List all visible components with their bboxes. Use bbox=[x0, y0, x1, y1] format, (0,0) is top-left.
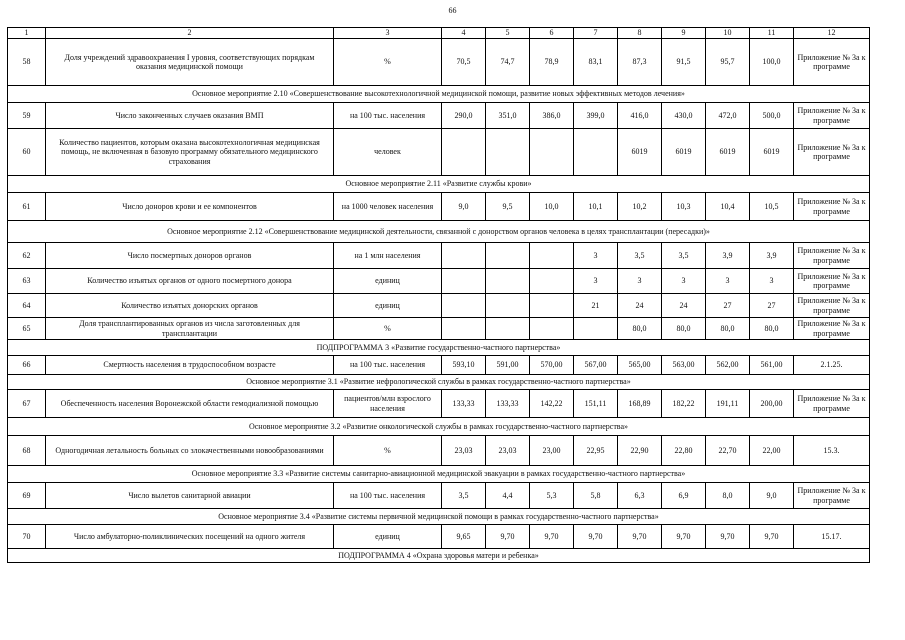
target-value: 3 bbox=[750, 269, 794, 294]
section-row bbox=[8, 549, 870, 563]
target-value: 24 bbox=[662, 294, 706, 318]
unit-of-measure: на 100 тыс. населения bbox=[334, 103, 442, 129]
column-number: 1 bbox=[8, 28, 46, 39]
section-title: Основное мероприятие 2.11 «Развитие службы крови» bbox=[8, 176, 870, 193]
target-value: 95,7 bbox=[706, 39, 750, 86]
reference-cell: Приложение № 3а к программе bbox=[794, 294, 870, 318]
target-value bbox=[530, 129, 574, 176]
target-value: 3 bbox=[574, 269, 618, 294]
section-row bbox=[8, 509, 870, 525]
target-value: 200,00 bbox=[750, 390, 794, 418]
target-value: 10,0 bbox=[530, 193, 574, 221]
target-value: 472,0 bbox=[706, 103, 750, 129]
reference-cell: Приложение № 3а к программе bbox=[794, 129, 870, 176]
target-value: 570,00 bbox=[530, 356, 574, 375]
section-title: ПОДПРОГРАММА 4 «Охрана здоровья матери и ребенка» bbox=[8, 549, 870, 563]
indicator-name: Доля учреждений здравоохранения I уровня, соответствующих порядкам оказания медицинской помощи bbox=[46, 39, 334, 86]
target-value: 142,22 bbox=[530, 390, 574, 418]
target-value bbox=[442, 243, 486, 269]
column-number-row bbox=[8, 28, 870, 39]
indicator-row bbox=[8, 129, 870, 176]
target-value: 168,89 bbox=[618, 390, 662, 418]
target-value: 6019 bbox=[750, 129, 794, 176]
unit-of-measure: на 1000 человек населения bbox=[334, 193, 442, 221]
target-value: 3,9 bbox=[750, 243, 794, 269]
target-value: 3 bbox=[662, 269, 706, 294]
target-value bbox=[530, 269, 574, 294]
reference-cell: Приложение № 3а к программе bbox=[794, 103, 870, 129]
target-value: 91,5 bbox=[662, 39, 706, 86]
indicators-table bbox=[7, 27, 870, 563]
target-value: 416,0 bbox=[618, 103, 662, 129]
target-value: 23,03 bbox=[486, 436, 530, 466]
indicator-row bbox=[8, 39, 870, 86]
reference-cell: 15.17. bbox=[794, 525, 870, 549]
target-value: 351,0 bbox=[486, 103, 530, 129]
unit-of-measure: человек bbox=[334, 129, 442, 176]
unit-of-measure: % bbox=[334, 318, 442, 340]
indicator-row bbox=[8, 269, 870, 294]
row-number: 65 bbox=[8, 318, 46, 340]
target-value bbox=[530, 243, 574, 269]
reference-cell: Приложение № 3а к программе bbox=[794, 193, 870, 221]
column-number: 12 bbox=[794, 28, 870, 39]
target-value: 27 bbox=[706, 294, 750, 318]
target-value: 430,0 bbox=[662, 103, 706, 129]
section-row bbox=[8, 375, 870, 390]
indicator-row bbox=[8, 318, 870, 340]
indicator-name: Количество пациентов, которым оказана высокотехнологичная медицинская помощь, не включенная в базовую программу обязательного медицинского страхования bbox=[46, 129, 334, 176]
target-value: 10,5 bbox=[750, 193, 794, 221]
target-value: 74,7 bbox=[486, 39, 530, 86]
unit-of-measure: на 100 тыс. населения bbox=[334, 356, 442, 375]
reference-cell: Приложение № 3а к программе bbox=[794, 318, 870, 340]
target-value: 22,00 bbox=[750, 436, 794, 466]
indicator-row bbox=[8, 103, 870, 129]
reference-cell: Приложение № 3а к программе bbox=[794, 243, 870, 269]
section-row bbox=[8, 176, 870, 193]
indicator-row bbox=[8, 243, 870, 269]
column-number: 3 bbox=[334, 28, 442, 39]
section-title: Основное мероприятие 3.2 «Развитие онкологической службы в рамках государственно-частного партнерства» bbox=[8, 418, 870, 436]
section-title: Основное мероприятие 3.3 «Развитие системы санитарно-авиационной медицинской эвакуации в рамках государственно-частного партнерства» bbox=[8, 466, 870, 483]
indicator-row bbox=[8, 294, 870, 318]
target-value: 8,0 bbox=[706, 483, 750, 509]
indicator-row bbox=[8, 193, 870, 221]
target-value: 9,5 bbox=[486, 193, 530, 221]
target-value: 10,4 bbox=[706, 193, 750, 221]
unit-of-measure: единиц bbox=[334, 525, 442, 549]
target-value: 593,10 bbox=[442, 356, 486, 375]
column-number: 9 bbox=[662, 28, 706, 39]
reference-cell: 2.1.25. bbox=[794, 356, 870, 375]
reference-cell: Приложение № 3а к программе bbox=[794, 269, 870, 294]
indicator-row bbox=[8, 436, 870, 466]
target-value: 3 bbox=[574, 243, 618, 269]
section-title: Основное мероприятие 3.1 «Развитие нефрологической службы в рамках государственно-частного партнерства» bbox=[8, 375, 870, 390]
section-title: Основное мероприятие 2.10 «Совершенствование высокотехнологичной медицинской помощи, развитие новых эффективных методов лечения» bbox=[8, 86, 870, 103]
target-value: 133,33 bbox=[486, 390, 530, 418]
target-value: 9,65 bbox=[442, 525, 486, 549]
indicator-name: Количество изъятых органов от одного посмертного донора bbox=[46, 269, 334, 294]
target-value: 22,70 bbox=[706, 436, 750, 466]
indicator-row bbox=[8, 390, 870, 418]
row-number: 63 bbox=[8, 269, 46, 294]
reference-cell: Приложение № 3а к программе bbox=[794, 483, 870, 509]
target-value: 78,9 bbox=[530, 39, 574, 86]
target-value bbox=[486, 129, 530, 176]
target-value: 80,0 bbox=[662, 318, 706, 340]
indicator-row bbox=[8, 483, 870, 509]
target-value: 9,70 bbox=[706, 525, 750, 549]
target-value: 3 bbox=[706, 269, 750, 294]
row-number: 66 bbox=[8, 356, 46, 375]
target-value: 100,0 bbox=[750, 39, 794, 86]
target-value: 3,9 bbox=[706, 243, 750, 269]
row-number: 64 bbox=[8, 294, 46, 318]
target-value bbox=[530, 318, 574, 340]
target-value: 562,00 bbox=[706, 356, 750, 375]
unit-of-measure: на 100 тыс. населения bbox=[334, 483, 442, 509]
target-value: 80,0 bbox=[750, 318, 794, 340]
column-number: 2 bbox=[46, 28, 334, 39]
target-value: 182,22 bbox=[662, 390, 706, 418]
unit-of-measure: пациентов/млн взрослого населения bbox=[334, 390, 442, 418]
target-value bbox=[486, 318, 530, 340]
target-value: 70,5 bbox=[442, 39, 486, 86]
row-number: 69 bbox=[8, 483, 46, 509]
indicator-name: Смертность населения в трудоспособном возрасте bbox=[46, 356, 334, 375]
target-value: 9,70 bbox=[750, 525, 794, 549]
target-value: 9,0 bbox=[750, 483, 794, 509]
table-body bbox=[8, 28, 870, 563]
column-number: 4 bbox=[442, 28, 486, 39]
reference-cell: Приложение № 3а к программе bbox=[794, 390, 870, 418]
column-number: 10 bbox=[706, 28, 750, 39]
target-value: 6019 bbox=[706, 129, 750, 176]
target-value: 290,0 bbox=[442, 103, 486, 129]
unit-of-measure: % bbox=[334, 39, 442, 86]
target-value bbox=[486, 294, 530, 318]
target-value: 561,00 bbox=[750, 356, 794, 375]
target-value bbox=[486, 269, 530, 294]
target-value: 9,0 bbox=[442, 193, 486, 221]
indicator-name: Число доноров крови и ее компонентов bbox=[46, 193, 334, 221]
target-value: 3,5 bbox=[618, 243, 662, 269]
section-row bbox=[8, 86, 870, 103]
target-value: 22,90 bbox=[618, 436, 662, 466]
target-value bbox=[574, 129, 618, 176]
column-number: 5 bbox=[486, 28, 530, 39]
target-value: 9,70 bbox=[662, 525, 706, 549]
target-value: 133,33 bbox=[442, 390, 486, 418]
target-value: 6,3 bbox=[618, 483, 662, 509]
target-value: 9,70 bbox=[530, 525, 574, 549]
row-number: 61 bbox=[8, 193, 46, 221]
target-value: 9,70 bbox=[574, 525, 618, 549]
target-value: 9,70 bbox=[486, 525, 530, 549]
target-value: 567,00 bbox=[574, 356, 618, 375]
indicator-name: Число посмертных доноров органов bbox=[46, 243, 334, 269]
section-title: ПОДПРОГРАММА 3 «Развитие государственно-частного партнерства» bbox=[8, 340, 870, 356]
target-value bbox=[530, 294, 574, 318]
target-value: 6019 bbox=[618, 129, 662, 176]
target-value: 3 bbox=[618, 269, 662, 294]
target-value: 21 bbox=[574, 294, 618, 318]
target-value: 5,8 bbox=[574, 483, 618, 509]
target-value bbox=[442, 318, 486, 340]
unit-of-measure: единиц bbox=[334, 294, 442, 318]
target-value: 27 bbox=[750, 294, 794, 318]
target-value bbox=[442, 294, 486, 318]
section-row bbox=[8, 466, 870, 483]
target-value: 10,2 bbox=[618, 193, 662, 221]
target-value: 24 bbox=[618, 294, 662, 318]
target-value: 3,5 bbox=[442, 483, 486, 509]
indicator-name: Число вылетов санитарной авиации bbox=[46, 483, 334, 509]
target-value: 6019 bbox=[662, 129, 706, 176]
unit-of-measure: на 1 млн населения bbox=[334, 243, 442, 269]
indicator-row bbox=[8, 356, 870, 375]
target-value: 6,9 bbox=[662, 483, 706, 509]
target-value: 399,0 bbox=[574, 103, 618, 129]
indicator-name: Число законченных случаев оказания ВМП bbox=[46, 103, 334, 129]
target-value: 10,1 bbox=[574, 193, 618, 221]
row-number: 58 bbox=[8, 39, 46, 86]
target-value: 4,4 bbox=[486, 483, 530, 509]
indicator-name: Доля трансплантированных органов из числа заготовленных для трансплантации bbox=[46, 318, 334, 340]
section-title: Основное мероприятие 3.4 «Развитие системы первичной медицинской помощи в рамках государственно-частного партнерства» bbox=[8, 509, 870, 525]
section-title: Основное мероприятие 2.12 «Совершенствование медицинской деятельности, связанной с донорством органов человека в целях трансплантации (пересадки)» bbox=[8, 221, 870, 243]
row-number: 70 bbox=[8, 525, 46, 549]
target-value: 5,3 bbox=[530, 483, 574, 509]
target-value: 3,5 bbox=[662, 243, 706, 269]
target-value: 22,80 bbox=[662, 436, 706, 466]
unit-of-measure: единиц bbox=[334, 269, 442, 294]
target-value: 23,00 bbox=[530, 436, 574, 466]
target-value: 565,00 bbox=[618, 356, 662, 375]
reference-cell: 15.3. bbox=[794, 436, 870, 466]
target-value: 23,03 bbox=[442, 436, 486, 466]
target-value: 386,0 bbox=[530, 103, 574, 129]
target-value: 500,0 bbox=[750, 103, 794, 129]
reference-cell: Приложение № 3а к программе bbox=[794, 39, 870, 86]
target-value: 591,00 bbox=[486, 356, 530, 375]
target-value: 87,3 bbox=[618, 39, 662, 86]
row-number: 59 bbox=[8, 103, 46, 129]
section-row bbox=[8, 340, 870, 356]
row-number: 62 bbox=[8, 243, 46, 269]
row-number: 60 bbox=[8, 129, 46, 176]
column-number: 11 bbox=[750, 28, 794, 39]
target-value: 191,11 bbox=[706, 390, 750, 418]
target-value: 22,95 bbox=[574, 436, 618, 466]
indicator-name: Обеспеченность населения Воронежской области гемодиализной помощью bbox=[46, 390, 334, 418]
indicator-name: Одногодичная летальность больных со злокачественными новообразованиями bbox=[46, 436, 334, 466]
target-value: 151,11 bbox=[574, 390, 618, 418]
row-number: 68 bbox=[8, 436, 46, 466]
target-value bbox=[574, 318, 618, 340]
column-number: 7 bbox=[574, 28, 618, 39]
indicator-name: Количество изъятых донорских органов bbox=[46, 294, 334, 318]
target-value bbox=[442, 269, 486, 294]
target-value: 9,70 bbox=[618, 525, 662, 549]
column-number: 6 bbox=[530, 28, 574, 39]
target-value: 80,0 bbox=[706, 318, 750, 340]
target-value bbox=[442, 129, 486, 176]
target-value: 563,00 bbox=[662, 356, 706, 375]
target-value: 10,3 bbox=[662, 193, 706, 221]
row-number: 67 bbox=[8, 390, 46, 418]
page-number: 66 bbox=[448, 6, 457, 15]
indicator-row bbox=[8, 525, 870, 549]
unit-of-measure: % bbox=[334, 436, 442, 466]
column-number: 8 bbox=[618, 28, 662, 39]
indicator-name: Число амбулаторно-поликлинических посещений на одного жителя bbox=[46, 525, 334, 549]
section-row bbox=[8, 418, 870, 436]
target-value: 80,0 bbox=[618, 318, 662, 340]
target-value bbox=[486, 243, 530, 269]
section-row bbox=[8, 221, 870, 243]
target-value: 83,1 bbox=[574, 39, 618, 86]
